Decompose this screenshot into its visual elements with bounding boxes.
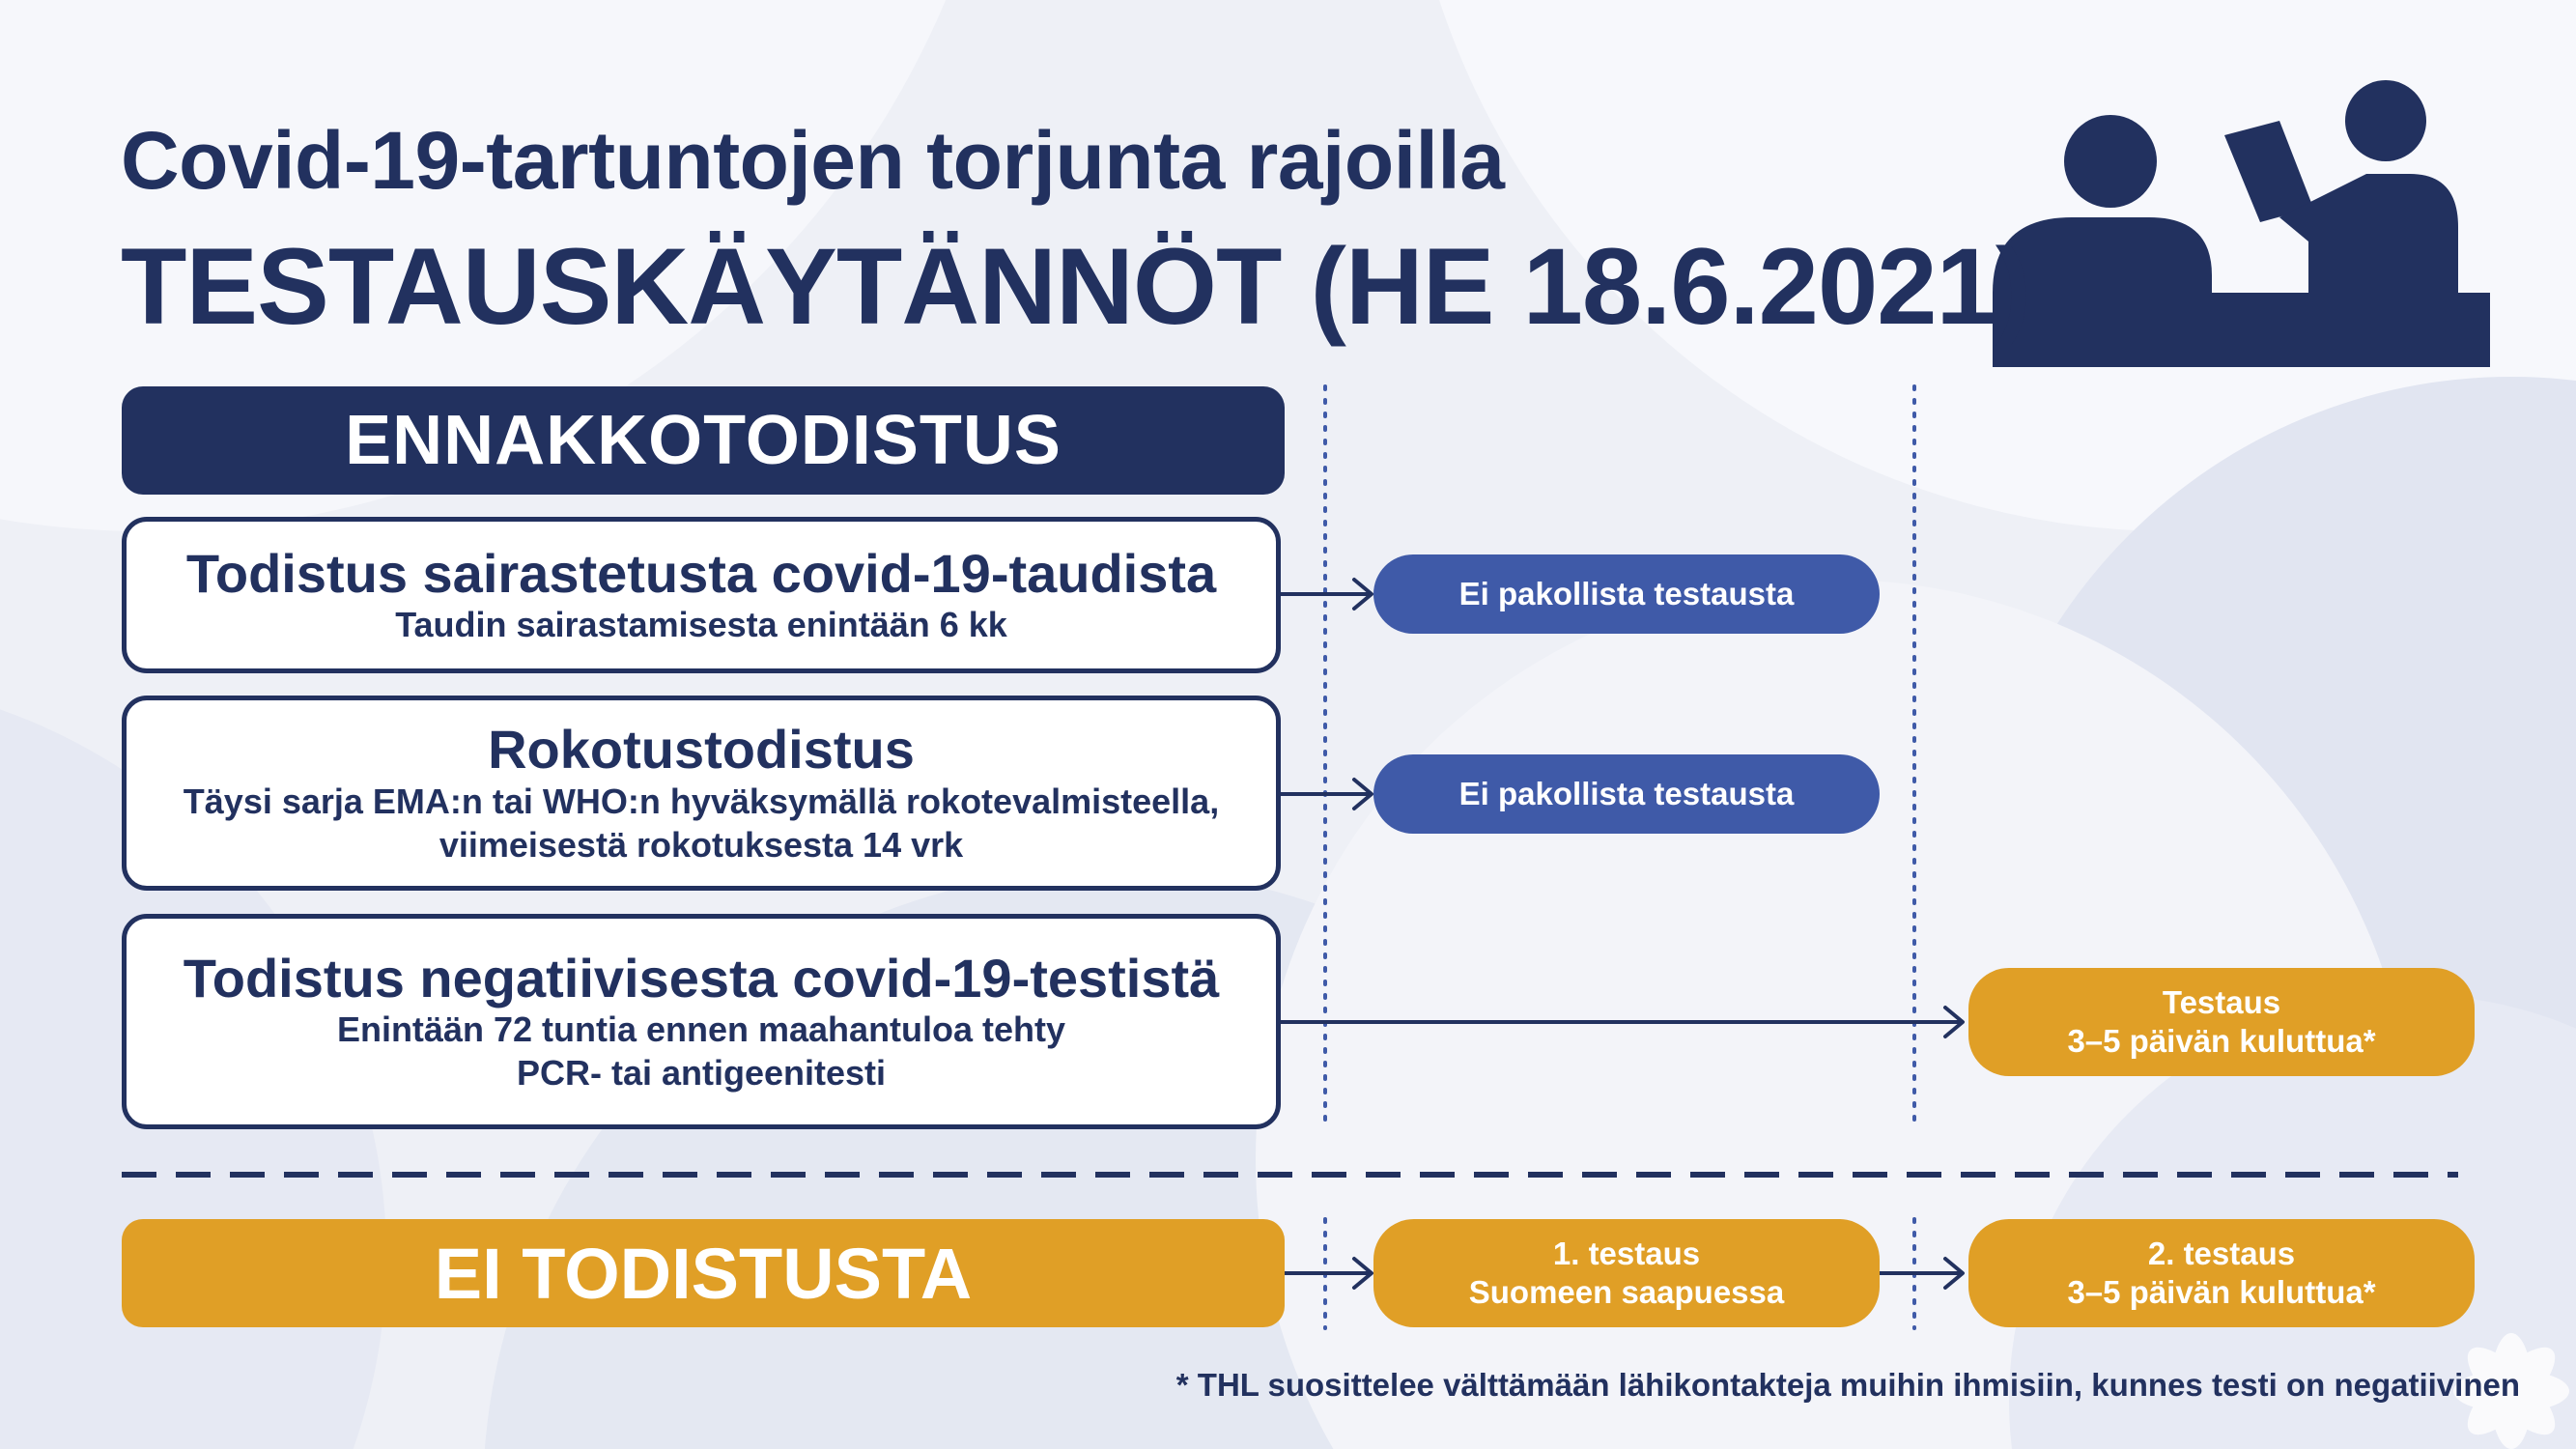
main-subtitle: TESTAUSKÄYTÄNNÖT (HE 18.6.2021) — [121, 226, 2031, 347]
card-vaccination-certificate — [122, 696, 1281, 891]
badge-text: 3–5 päivän kuluttua* — [2067, 1274, 2376, 1310]
second-test-badge — [1968, 1219, 2475, 1327]
badge-text: 2. testaus — [2147, 1236, 2296, 1272]
badge-text: 1. testaus — [1552, 1236, 1701, 1272]
badge-text: 3–5 päivän kuluttua* — [2067, 1023, 2376, 1059]
card-subtext: Taudin sairastamisesta enintään 6 kk — [395, 605, 1007, 645]
footnote: * THL suosittelee välttämään lähikontakteja muihin ihmisiin, kunnes testi on negatiivinen — [1175, 1367, 2520, 1403]
card-subtext: Täysi sarja EMA:n tai WHO:n hyväksymällä rokotevalmisteella, — [183, 781, 1220, 821]
card-heading: Todistus negatiivisesta covid-19-testistä — [183, 947, 1220, 1009]
badge-text: Testaus — [2162, 984, 2281, 1021]
first-test-badge — [1373, 1219, 1880, 1327]
badge-text: Suomeen saapuessa — [1468, 1274, 1785, 1310]
card-heading: Todistus sairastetusta covid-19-taudista — [185, 542, 1217, 604]
border-control-officer-icon — [1985, 72, 2497, 367]
card-subtext: Enintään 72 tuntia ennen maahantuloa tehty — [336, 1009, 1066, 1050]
badge-text: Ei pakollista testausta — [1458, 776, 1795, 812]
outcome-badge-no-testing — [1373, 754, 1880, 834]
card-heading: Rokotustodistus — [488, 719, 915, 781]
card-subtext: PCR- tai antigeenitesti — [516, 1053, 887, 1094]
outcome-badge-no-testing — [1373, 554, 1880, 634]
badge-text: Ei pakollista testausta — [1458, 576, 1795, 612]
card-negative-test-certificate — [122, 914, 1281, 1129]
card-recovery-certificate — [122, 517, 1281, 673]
main-title: Covid-19-tartuntojen torjunta rajoilla — [121, 115, 1505, 206]
certificate-section-header: ENNAKKOTODISTUS — [122, 386, 1285, 495]
no-certificate-section-header: EI TODISTUSTA — [122, 1219, 1285, 1327]
outcome-badge-testing-later — [1968, 968, 2475, 1076]
card-subtext: viimeisestä rokotuksesta 14 vrk — [439, 824, 964, 865]
